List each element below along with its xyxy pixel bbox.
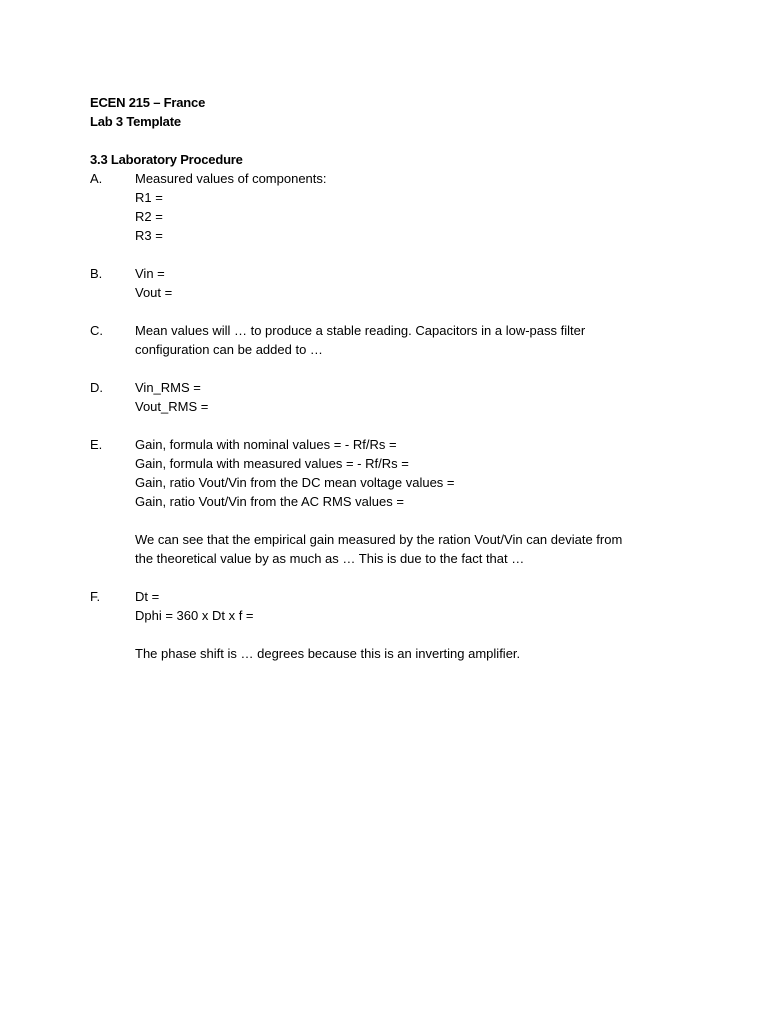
item-marker: A.: [90, 171, 103, 186]
spacer: [90, 302, 690, 321]
spacer: [90, 131, 690, 150]
spacer: [135, 625, 690, 644]
item-line: Vin_RMS =: [135, 380, 201, 395]
item-marker: E.: [90, 437, 103, 452]
item-line: the theoretical value by as much as … This is due to the fact that …: [135, 551, 525, 566]
item-line: Mean values will … to produce a stable reading. Capacitors in a low-pass filter: [135, 323, 586, 338]
spacer: [90, 245, 690, 264]
template-title: Lab 3 Template: [90, 114, 181, 129]
item-line: Measured values of components:: [135, 171, 327, 186]
procedure-item-d: [90, 378, 690, 416]
procedure-item-e: [90, 435, 690, 568]
procedure-item-f: [90, 587, 690, 663]
item-line: configuration can be added to …: [135, 342, 323, 357]
item-line: Gain, formula with nominal values = - Rf/Rs =: [135, 437, 397, 452]
spacer: [90, 416, 690, 435]
procedure-item-c: [90, 321, 690, 359]
item-line: Vout =: [135, 285, 173, 300]
section-title: 3.3 Laboratory Procedure: [90, 152, 243, 167]
item-marker: F.: [90, 589, 101, 604]
item-line: Vout_RMS =: [135, 399, 209, 414]
item-line: R3 =: [135, 228, 163, 243]
item-marker: D.: [90, 380, 103, 395]
spacer: [90, 568, 690, 587]
item-line: We can see that the empirical gain measured by the ration Vout/Vin can deviate from: [135, 532, 623, 547]
document-body: [90, 93, 690, 663]
item-line: Gain, ratio Vout/Vin from the DC mean voltage values =: [135, 475, 455, 490]
item-marker: B.: [90, 266, 103, 281]
spacer: [90, 359, 690, 378]
item-line: Vin =: [135, 266, 165, 281]
procedure-item-a: [90, 169, 690, 245]
procedure-item-b: [90, 264, 690, 302]
item-line: The phase shift is … degrees because this is an inverting amplifier.: [135, 646, 521, 661]
item-marker: C.: [90, 323, 103, 338]
item-line: R1 =: [135, 190, 163, 205]
item-line: Dphi = 360 x Dt x f =: [135, 608, 254, 623]
item-line: Gain, formula with measured values = - Rf/Rs =: [135, 456, 409, 471]
item-line: Dt =: [135, 589, 160, 604]
item-line: Gain, ratio Vout/Vin from the AC RMS values =: [135, 494, 404, 509]
item-line: R2 =: [135, 209, 163, 224]
spacer: [135, 511, 690, 530]
course-title: ECEN 215 – France: [90, 95, 206, 110]
